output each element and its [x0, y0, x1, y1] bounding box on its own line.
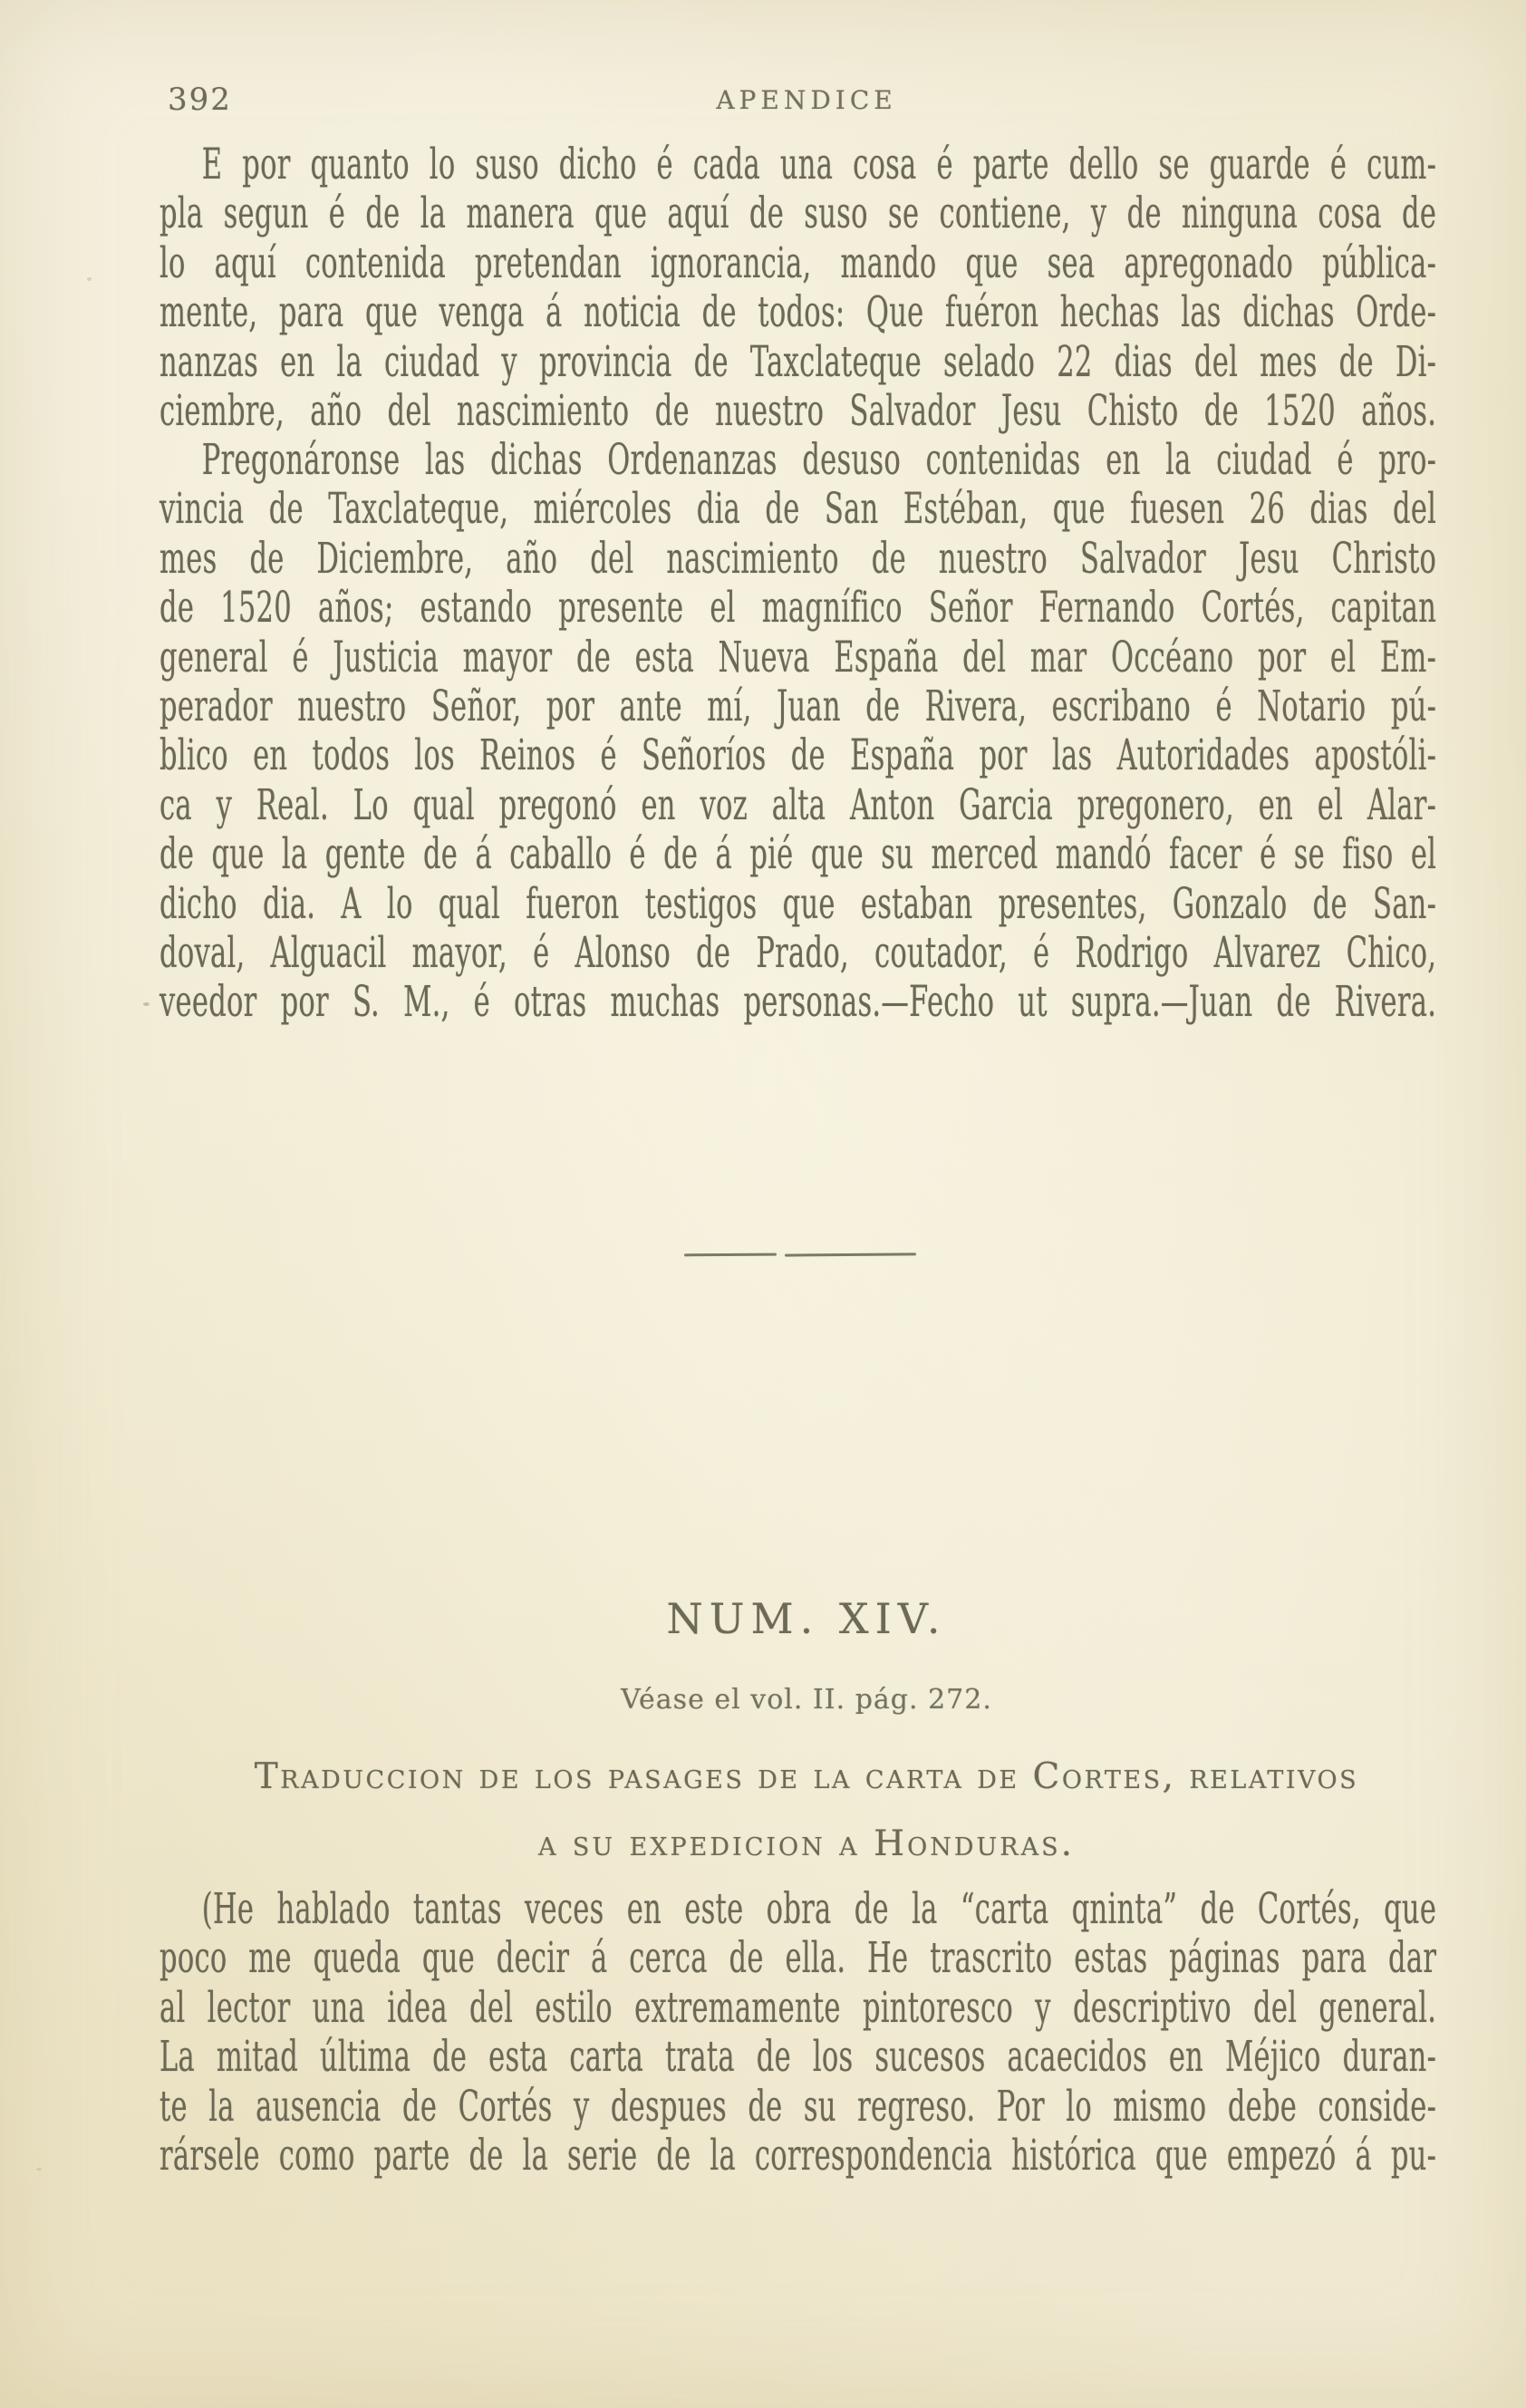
text-line: veedor por S. M., é otras muchas personas.—Fecho ut supra.—Juan de Rivera.	[159, 977, 1437, 1028]
text-line: al lector una idea del estilo extremamente pintoresco y descriptivo del general.	[159, 1982, 1437, 2033]
text-line: de 1520 años; estando presente el magnífico Señor Fernando Cortés, capitan	[159, 583, 1437, 633]
text-line: vincia de Taxclateque, miércoles dia de San Estéban, que fuesen 26 dias del	[159, 484, 1437, 535]
running-header: APENDICE	[716, 85, 897, 115]
text-line: La mitad última de esta carta trata de los sucesos acaecidos en Méjico duran-	[159, 2032, 1437, 2083]
text-line: mente, para que venga á noticia de todos: Que fuéron hechas las dichas Orde-	[159, 287, 1437, 338]
paragraph-commentary	[159, 1885, 1436, 2181]
text-line: nanzas en la ciudad y provincia de Taxclateque selado 22 dias del mes de Di-	[159, 336, 1437, 387]
divider-segment	[684, 1253, 777, 1257]
text-line: dicho dia. A lo qual fueron testigos que estaban presentes, Gonzalo de San-	[159, 878, 1437, 929]
text-line: mes de Diciembre, año del nascimiento de nuestro Salvador Jesu Christo	[159, 533, 1437, 584]
scan-speck	[143, 1002, 150, 1006]
text-line: E por quanto lo suso dicho é cada una cosa é parte dello se guarde é cum-	[201, 140, 1437, 189]
text-line: doval, Alguacil mayor, é Alonso de Prado, coutador, é Rodrigo Alvarez Chico,	[159, 927, 1437, 978]
scan-speck	[87, 277, 92, 281]
paragraph-pregon-record	[159, 436, 1436, 1028]
text-line: de que la gente de á caballo é de á pié que su merced mandó facer é se fiso el	[159, 829, 1437, 880]
paragraph-ordenanzas-proclamation	[159, 140, 1436, 436]
text-line: ca y Real. Lo qual pregonó en voz alta Anton Garcia pregonero, en el Alar-	[159, 779, 1437, 830]
text-line: perador nuestro Señor, por ante mí, Juan de Rivera, escribano é Notario pú-	[159, 681, 1437, 731]
text-line: (He hablado tantas veces en este obra de la “carta qninta” de Cortés, que	[201, 1884, 1437, 1934]
text-line: lo aquí contenida pretendan ignorancia, mando que sea apregonado pública-	[159, 237, 1437, 288]
section-reference: Véase el vol. II. pág. 272.	[621, 1684, 992, 1716]
text-line: rársele como parte de la serie de la correspondencia histórica que empezó á pu-	[159, 2130, 1437, 2181]
section-divider	[684, 1252, 916, 1256]
text-line: general é Justicia mayor de esta Nueva España del mar Occéano por el Em-	[159, 632, 1437, 682]
text-line: blico en todos los Reinos é Señoríos de España por las Autoridades apostóli-	[159, 730, 1437, 781]
section-number-heading: NUM. XIV.	[666, 1594, 947, 1643]
section-title-line2: a su expedicion a Honduras.	[538, 1823, 1075, 1864]
page-number: 392	[168, 82, 232, 118]
section-title-line1: Traduccion de los pasages de la carta de Cortes, relativos	[254, 1756, 1359, 1797]
text-line: pla segun é de la manera que aquí de suso se contiene, y de ninguna cosa de	[159, 189, 1437, 239]
text-line: ciembre, año del nascimiento de nuestro Salvador Jesu Chisto de 1520 años.	[159, 385, 1437, 436]
text-line: Pregonáronse las dichas Ordenanzas desuso contenidas en la ciudad é pro-	[201, 435, 1437, 485]
text-line: poco me queda que decir á cerca de ella. He trascrito estas páginas para dar	[159, 1933, 1437, 1984]
scan-speck	[36, 2168, 42, 2171]
divider-segment	[785, 1252, 916, 1256]
text-line: te la ausencia de Cortés y despues de su regreso. Por lo mismo debe conside-	[159, 2081, 1437, 2132]
